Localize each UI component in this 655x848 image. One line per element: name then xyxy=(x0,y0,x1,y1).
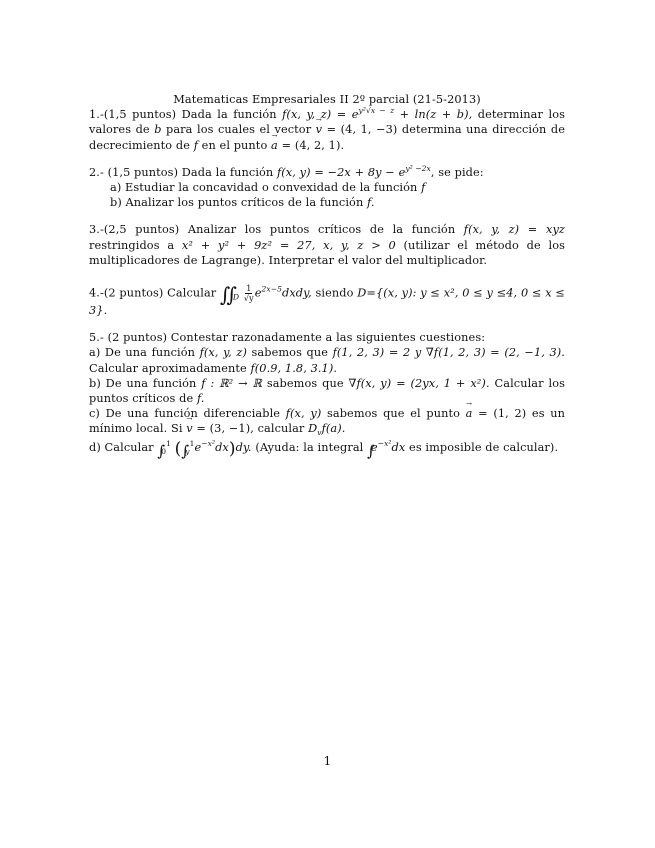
p5-item-b: b) De una función f : ℝ² → ℝ sabemos que ∇f(x, y) = (2yx, 1 + x²). Calcular los puntos críticos de f. xyxy=(89,376,565,406)
vector-v: → v xyxy=(316,122,322,137)
problem-4: 4.-(2 puntos) Calcular $∬_D$ $\frac{1}{√y}$ $e^{2x-5}dxdy$, siendo D={(x, y): y ≤ x², 0 ≤ y ≤4, 0 ≤ x ≤ 3}. xyxy=(89,282,565,318)
exam-page xyxy=(89,92,566,460)
problem-5 xyxy=(89,330,566,460)
problem-3: 3.-(2,5 puntos) Analizar los puntos críticos de la función f(x, y, z) = xyz restringidos a x² + y² + 9z² = 27, x, y, z > 0 (utilizar el método de los multiplicadores de Lagrange). Interpretar el valor del multiplicador. xyxy=(89,223,565,267)
exam-title: Matematicas Empresariales II 2º parcial (21-5-2013) xyxy=(173,93,481,106)
fraction: $\frac{1}{√y}$ xyxy=(243,284,254,304)
p2-item-a: a) Estudiar la concavidad o convexidad de la función f xyxy=(110,181,426,195)
p5-item-a: a) De una función f(x, y, z) sabemos que f(1, 2, 3) = 2 y ∇f(1, 2, 3) = (2, −1, 3). Calcular aproximadamente f(0.9, 1.8, 3.1). xyxy=(89,346,565,375)
vector-a: → a xyxy=(271,138,278,153)
problem-2: 2.- (1,5 puntos) Dada la función f(x, $y) = -2x + 8y - e^{y^2 -2x}$, se pide: xyxy=(89,163,484,179)
p2-item-b: b) Analizar los puntos críticos de la función f. xyxy=(110,196,375,210)
p5-lead: 5.- (2 puntos) Contestar razonadamente a las siguientes cuestiones: xyxy=(89,331,486,345)
problem-1: 1.-(1,5 puntos) Dada la función f(x, y, $z) = e^{y^2√x - z} + \ln(z + b)$, determinar los valores de b para los cuales el vector → v = (4, 1, −3) determina una dirección de decrecimiento de f en el punto → a = (4, 2, 1). xyxy=(89,107,565,153)
p5-item-d: d) Calcular $\int_0^1$ $(\int_y^1e^{-x^2}dx)dy$. (Ayuda: la integral $\int e^{-x^2}dx$ es imposible de calcular). xyxy=(89,438,559,460)
p5-item-c: c) De una función diferenciable f(x, y) sabemos que el punto → a = (1, 2) es un mínimo local. Si → v = (3, −1), calcular $D_vf(a)$. xyxy=(89,406,565,436)
p1-function: f(x, y, $z) = e^{y^2√x - z} + \ln(z + b)$, xyxy=(282,106,473,122)
p1-lead: 1.-(1,5 puntos) Dada la función xyxy=(89,108,277,122)
p2-function: f(x, $y) = -2x + 8y - e^{y^2 -2x}$ xyxy=(277,163,431,179)
page-number: 1 xyxy=(323,754,332,768)
double-integral-sign: ∬ xyxy=(220,282,234,307)
